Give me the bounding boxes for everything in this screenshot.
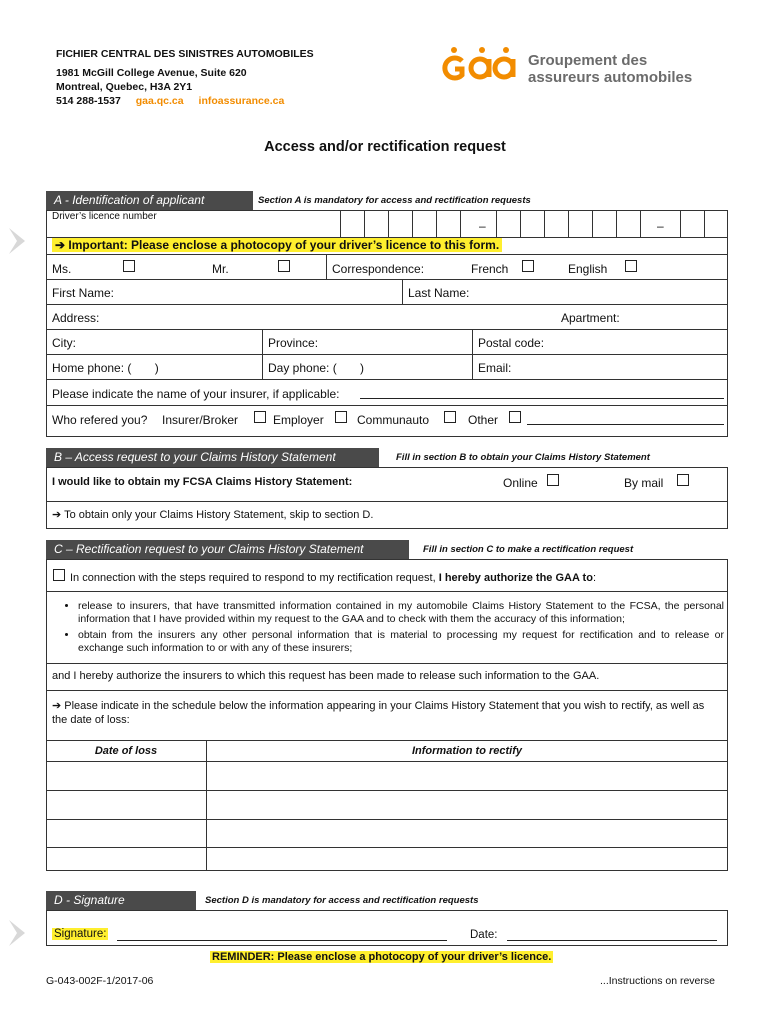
logo-line1: Groupement des <box>528 52 648 69</box>
french-checkbox[interactable] <box>522 260 534 272</box>
divider <box>46 354 728 355</box>
french-label: French <box>471 262 509 276</box>
divider <box>46 379 728 380</box>
information-cell[interactable] <box>207 820 727 846</box>
divider <box>46 279 728 280</box>
section-c-bar: C – Rectification request to your Claims History Statement <box>46 540 409 559</box>
list-item: • obtain from the insurers any other personal information that is material to processing my request for rectification and to release or exchange such information to or with any of these insurers; <box>78 629 724 655</box>
employer-label: Employer <box>273 413 324 427</box>
by-mail-label: By mail <box>624 476 664 490</box>
last-name-field[interactable] <box>476 281 726 303</box>
logo-line2: assureurs automobiles <box>528 69 693 86</box>
divider <box>46 501 728 502</box>
information-cell[interactable] <box>207 762 727 790</box>
section-a-note: Section A is mandatory for access and rectification requests <box>258 195 531 206</box>
licence-cell-divider <box>412 210 413 237</box>
communauto-checkbox[interactable] <box>444 411 456 423</box>
section-d-note: Section D is mandatory for access and rectification requests <box>205 895 479 906</box>
address-line2: Montreal, Quebec, H3A 2Y1 <box>56 81 193 93</box>
contact-line <box>56 94 314 108</box>
licence-dash: – <box>479 219 486 233</box>
referred-label: Who refered you? <box>52 413 148 427</box>
important-note: ➔ Important: Please enclose a photocopy of your driver’s licence to this form. <box>52 238 502 252</box>
licence-cell-divider <box>640 210 641 237</box>
divider <box>46 663 728 664</box>
broker-label: Insurer/Broker <box>162 413 239 427</box>
licence-cell-divider <box>364 210 365 237</box>
authorize-insurers: and I hereby authorize the insurers to which this request has been made to release such information to the GAA. <box>52 670 600 682</box>
authorize-checkbox[interactable] <box>53 569 65 581</box>
authorize-text <box>70 572 596 584</box>
col-information: Information to rectify <box>411 745 522 757</box>
other-field[interactable] <box>527 413 724 425</box>
authorization-list <box>60 600 724 658</box>
day-phone-label: Day phone: ( ) <box>268 361 365 375</box>
licence-cell-divider <box>568 210 569 237</box>
by-mail-checkbox[interactable] <box>677 474 689 486</box>
postal-code-label: Postal code: <box>478 336 545 350</box>
licence-cell-divider <box>496 210 497 237</box>
divider <box>46 405 728 406</box>
mr-label: Mr. <box>212 262 229 276</box>
section-d-bar: D - Signature <box>46 891 196 910</box>
licence-label: Driver’s licence number <box>52 211 157 222</box>
licence-cell-divider <box>340 210 341 237</box>
gaa-logo-icon <box>440 44 518 84</box>
divider <box>46 254 728 255</box>
other-label: Other <box>468 413 499 427</box>
page-title: Access and/or rectification request <box>264 139 506 155</box>
apartment-label: Apartment: <box>561 311 620 325</box>
signature-field[interactable] <box>117 929 447 941</box>
date-field[interactable] <box>507 929 717 941</box>
other-checkbox[interactable] <box>509 411 521 423</box>
licence-cell-divider <box>520 210 521 237</box>
communauto-label: Communauto <box>357 413 430 427</box>
section-c-note: Fill in section C to make a rectification request <box>423 544 634 555</box>
city-label: City: <box>52 336 76 350</box>
form-code: G-043-002F-1/2017-06 <box>46 975 154 987</box>
home-phone-label: Home phone: ( ) <box>52 361 159 375</box>
org-name: FICHIER CENTRAL DES SINISTRES AUTOMOBILES <box>56 48 314 60</box>
logo-text <box>528 52 692 86</box>
address-line1: 1981 McGill College Avenue, Suite 620 <box>56 67 247 79</box>
org-header <box>56 47 314 108</box>
divider <box>46 591 728 592</box>
last-name-label: Last Name: <box>408 286 470 300</box>
date-label: Date: <box>470 929 498 941</box>
information-cell[interactable] <box>207 848 727 870</box>
website-link[interactable]: gaa.qc.ca <box>135 95 184 107</box>
english-label: English <box>568 262 608 276</box>
section-a-bar: A - Identification of applicant <box>46 191 253 210</box>
section-b-note: Fill in section B to obtain your Claims History Statement <box>396 452 650 463</box>
insurer-label: Please indicate the name of your insurer, if applicable: <box>52 387 340 401</box>
website2-link[interactable]: infoassurance.ca <box>198 95 285 107</box>
skip-note: ➔ To obtain only your Claims History Statement, skip to section D. <box>52 509 374 521</box>
instructions-note: ...Instructions on reverse <box>600 975 715 987</box>
broker-checkbox[interactable] <box>254 411 266 423</box>
insurer-field[interactable] <box>360 387 724 399</box>
address-field[interactable] <box>104 306 554 328</box>
ms-checkbox[interactable] <box>123 260 135 272</box>
divider <box>46 329 728 330</box>
chevron-right-icon <box>5 918 33 948</box>
authorize-pre: In connection with the steps required to respond to my rectification request, <box>70 572 436 584</box>
divider <box>46 304 728 305</box>
section-b-bar: B – Access request to your Claims History Statement <box>46 448 379 467</box>
province-field[interactable] <box>322 331 470 353</box>
licence-cell-divider <box>544 210 545 237</box>
licence-cell-divider <box>616 210 617 237</box>
date-of-loss-cell[interactable] <box>47 791 206 819</box>
address-label: Address: <box>52 311 100 325</box>
phone: 514 288-1537 <box>56 95 121 107</box>
chevron-right-icon <box>5 226 33 256</box>
licence-cell-divider <box>388 210 389 237</box>
licence-dash: – <box>657 219 664 233</box>
ms-label: Ms. <box>52 262 72 276</box>
province-label: Province: <box>268 336 319 350</box>
first-name-field[interactable] <box>120 281 400 303</box>
obtain-label: I would like to obtain my FCSA Claims History Statement: <box>52 476 353 488</box>
employer-checkbox[interactable] <box>335 411 347 423</box>
correspondence-label: Correspondence: <box>332 262 425 276</box>
email-field[interactable] <box>516 356 726 378</box>
email-label: Email: <box>478 361 512 375</box>
licence-cell-divider <box>436 210 437 237</box>
signature-label: Signature: <box>54 928 107 940</box>
city-field[interactable] <box>82 331 260 353</box>
information-cell[interactable] <box>207 791 727 819</box>
date-of-loss-cell[interactable] <box>47 762 206 790</box>
online-label: Online <box>503 476 538 490</box>
online-checkbox[interactable] <box>547 474 559 486</box>
english-checkbox[interactable] <box>625 260 637 272</box>
list-item: • release to insurers, that have transmitted information contained in my automobile Claims History Statement to the FCSA, the personal information that I have provided within my request to the GAA and to check with them the accuracy of this information; <box>78 600 724 626</box>
authorize-bold: I hereby authorize the GAA to <box>438 572 593 584</box>
divider <box>402 279 403 304</box>
date-of-loss-cell[interactable] <box>47 820 206 846</box>
divider <box>46 690 728 691</box>
col-date-of-loss: Date of loss <box>94 745 158 757</box>
licence-cell-divider <box>592 210 593 237</box>
schedule-note: ➔ Please indicate in the schedule below the information appearing in your Claims History Statement that you wish to rectify, as well as the date of loss: <box>52 700 705 726</box>
date-of-loss-cell[interactable] <box>47 848 206 870</box>
licence-cell-divider <box>460 210 461 237</box>
mr-checkbox[interactable] <box>278 260 290 272</box>
reminder-note: REMINDER: Please enclose a photocopy of your driver’s licence. <box>212 951 552 963</box>
divider <box>326 254 327 279</box>
licence-cell-divider <box>704 210 705 237</box>
licence-number-field[interactable] <box>46 210 728 237</box>
first-name-label: First Name: <box>52 286 115 300</box>
authorize-post: : <box>592 572 597 584</box>
licence-cell-divider <box>680 210 681 237</box>
